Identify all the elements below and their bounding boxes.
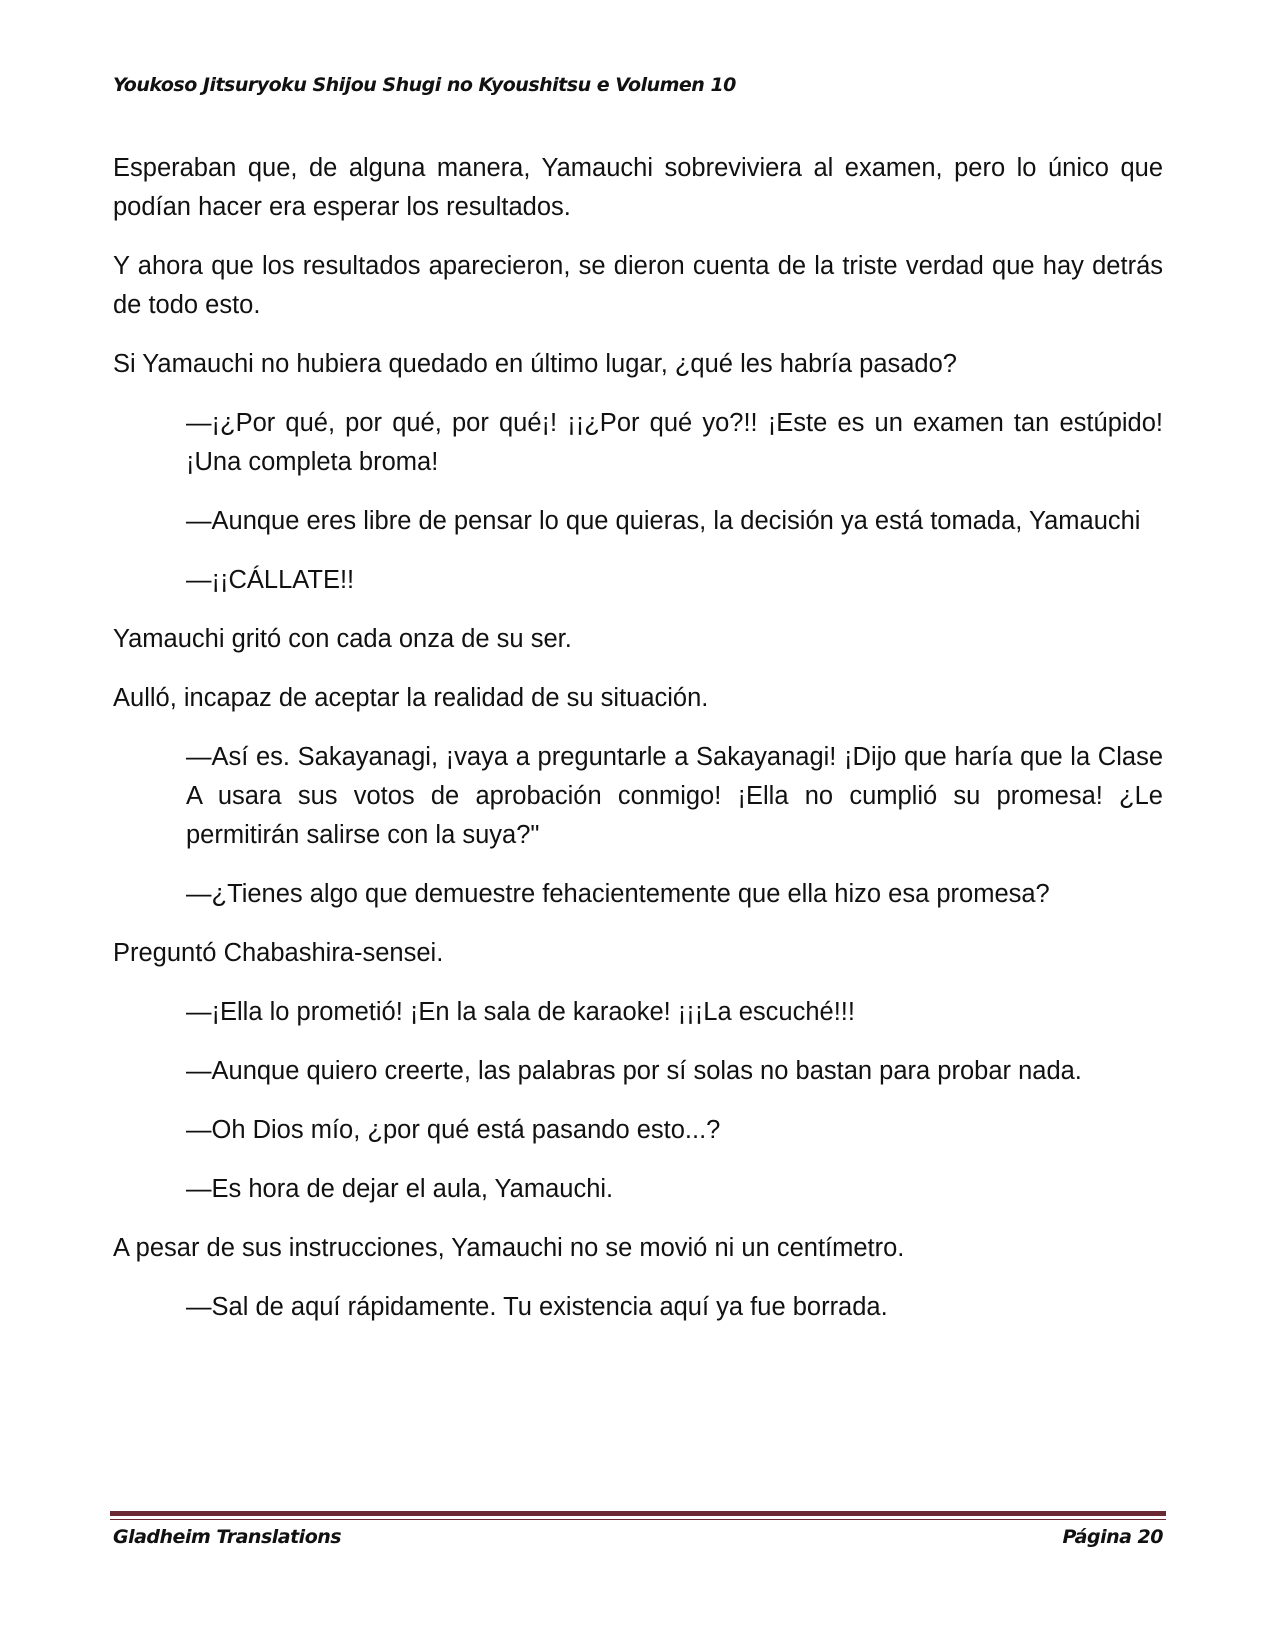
page-body [113, 149, 1163, 1347]
dialogue-paragraph: —Aunque eres libre de pensar lo que quieras, la decisión ya está tomada, Yamauchi [186, 507, 1141, 535]
narration-paragraph: Yamauchi gritó con cada onza de su ser. [113, 625, 572, 653]
narration-paragraph: Aulló, incapaz de aceptar la realidad de su situación. [113, 684, 709, 712]
dialogue-paragraph: —Es hora de dejar el aula, Yamauchi. [186, 1175, 614, 1203]
narration-paragraph: Si Yamauchi no hubiera quedado en último lugar, ¿qué les habría pasado? [113, 350, 957, 378]
narration-paragraph: Esperaban que, de alguna manera, Yamauchi sobreviviera al examen, pero lo único que podían hacer era esperar los resultados. [113, 154, 1163, 221]
narration-paragraph: A pesar de sus instrucciones, Yamauchi no se movió ni un centímetro. [113, 1234, 905, 1262]
footer-rule [110, 1511, 1166, 1516]
narration-paragraph: Y ahora que los resultados aparecieron, se dieron cuenta de la triste verdad que hay detrás de todo esto. [113, 252, 1163, 319]
dialogue-paragraph: —Así es. Sakayanagi, ¡vaya a preguntarle a Sakayanagi! ¡Dijo que haría que la Clase A usara sus votos de aprobación conmigo! ¡Ella no cumplió su promesa! ¿Le permitirán salirse con la suya?" [186, 743, 1163, 849]
dialogue-paragraph: —¡Ella lo prometió! ¡En la sala de karaoke! ¡¡¡La escuché!!! [186, 998, 855, 1026]
page-number: Página 20 [1062, 1526, 1163, 1548]
dialogue-paragraph: —¡¿Por qué, por qué, por qué¡! ¡¡¿Por qué yo?!! ¡Este es un examen tan estúpido! ¡Una completa broma! [186, 409, 1163, 476]
dialogue-paragraph: —¡¡CÁLLATE!! [186, 566, 355, 594]
dialogue-paragraph: —Sal de aquí rápidamente. Tu existencia aquí ya fue borrada. [186, 1293, 888, 1321]
dialogue-paragraph: —Oh Dios mío, ¿por qué está pasando esto...? [186, 1116, 721, 1144]
footer-rule-thin [110, 1519, 1166, 1520]
footer-translator: Gladheim Translations [113, 1526, 342, 1548]
dialogue-paragraph: —¿Tienes algo que demuestre fehacientemente que ella hizo esa promesa? [186, 880, 1050, 908]
narration-paragraph: Preguntó Chabashira-sensei. [113, 939, 444, 967]
dialogue-paragraph: —Aunque quiero creerte, las palabras por sí solas no bastan para probar nada. [186, 1057, 1082, 1085]
running-header: Youkoso Jitsuryoku Shijou Shugi no Kyoushitsu e Volumen 10 [113, 74, 736, 96]
